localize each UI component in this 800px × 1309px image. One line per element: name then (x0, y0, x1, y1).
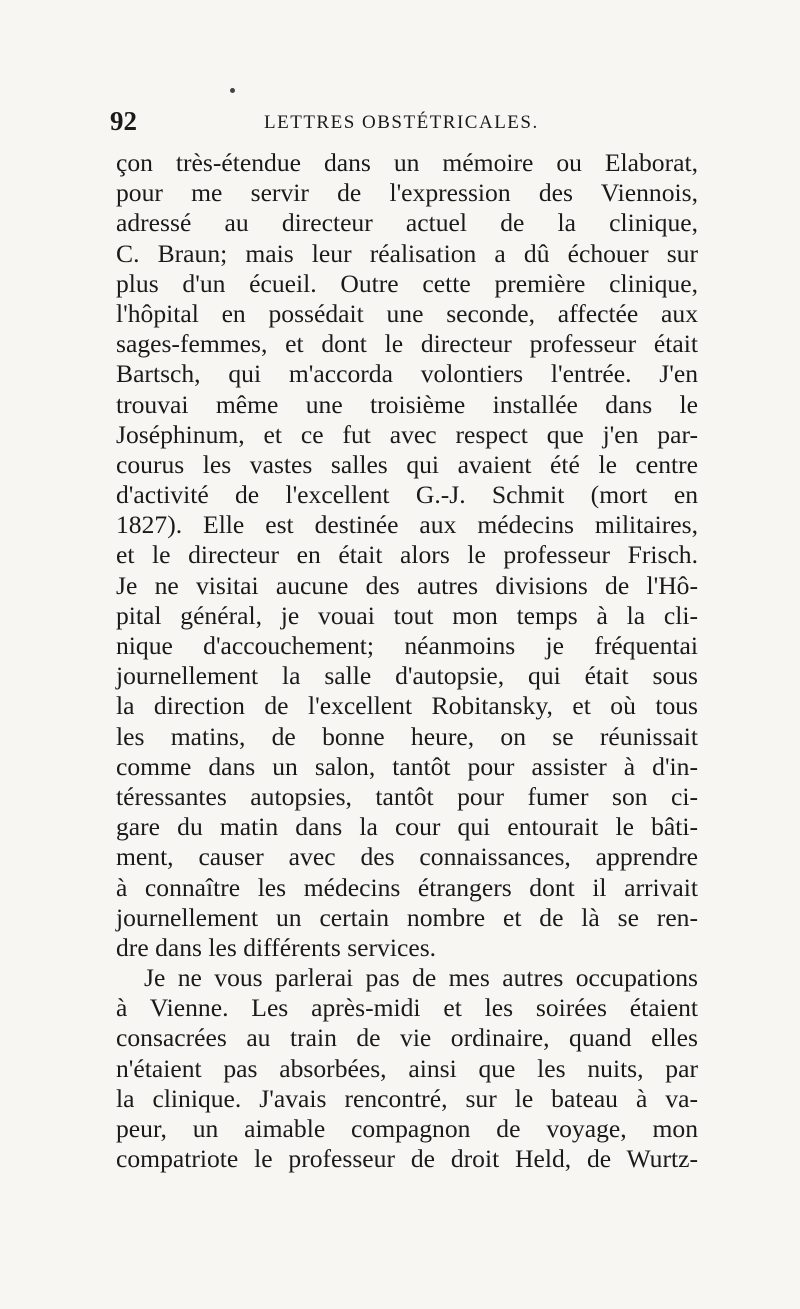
text-line: trouvai même une troisième installée dans le (116, 389, 698, 419)
text-line: l'hôpital en possédait une seconde, affectée aux (116, 298, 698, 328)
ink-speck (230, 88, 235, 93)
text-line: d'activité de l'excellent G.-J. Schmit (mort en (116, 480, 698, 510)
body-text (116, 148, 698, 1174)
text-line: consacrées au train de vie ordinaire, quand elles (116, 1023, 698, 1053)
text-line: et le directeur en était alors le professeur Frisch. (116, 540, 698, 570)
text-line: comme dans un salon, tantôt pour assister à d'in- (116, 751, 698, 781)
text-line: journellement un certain nombre et de là se ren- (116, 902, 698, 932)
text-line: Joséphinum, et ce fut avec respect que j'en par- (116, 419, 698, 449)
text-line: téressantes autopsies, tantôt pour fumer son ci- (116, 781, 698, 811)
text-line: 1827). Elle est destinée aux médecins militaires, (116, 510, 698, 540)
text-line: adressé au directeur actuel de la clinique, (116, 208, 698, 238)
running-title: LETTRES OBSTÉTRICALES. (264, 112, 539, 133)
text-line: la direction de l'excellent Robitansky, et où tous (116, 691, 698, 721)
text-line: journellement la salle d'autopsie, qui était sous (116, 661, 698, 691)
text-line: çon très-étendue dans un mémoire ou Elaborat, (116, 148, 698, 177)
page-header (110, 106, 700, 146)
text-line: gare du matin dans la cour qui entourait le bâti- (116, 812, 698, 842)
text-line: peur, un aimable compagnon de voyage, mon (116, 1114, 698, 1143)
text-line: courus les vastes salles qui avaient été le centre (116, 449, 698, 479)
text-line: ment, causer avec des connaissances, apprendre (116, 842, 698, 872)
text-line: C. Braun; mais leur réalisation a dû échouer sur (116, 238, 698, 268)
text-line: plus d'un écueil. Outre cette première clinique, (116, 268, 698, 298)
text-line: Bartsch, qui m'accorda volontiers l'entrée. J'en (116, 359, 698, 389)
paragraph-first-line: Je ne vous parlerai pas de mes autres occupations (144, 963, 698, 993)
text-line: à Vienne. Les après-midi et les soirées étaient (116, 993, 698, 1023)
page-number: 92 (110, 106, 137, 136)
text-line: la clinique. J'avais rencontré, sur le bateau à va- (116, 1083, 698, 1113)
text-line: Je ne visitai aucune des autres divisions de l'Hô- (116, 570, 698, 600)
text-line: pour me servir de l'expression des Viennois, (116, 178, 698, 208)
text-line: nique d'accouchement; néanmoins je fréquentai (116, 631, 698, 660)
text-line: sages-femmes, et dont le directeur professeur était (116, 329, 698, 359)
text-line: compatriote le professeur de droit Held, de Wurtz- (116, 1144, 698, 1174)
paragraph-last-line: dre dans les différents services. (116, 932, 437, 962)
text-line: n'étaient pas absorbées, ainsi que les nuits, par (116, 1053, 698, 1083)
text-line: pital général, je vouai tout mon temps à la cli- (116, 600, 698, 630)
text-line: à connaître les médecins étrangers dont il arrivait (116, 872, 698, 902)
text-line: les matins, de bonne heure, on se réunissait (116, 721, 698, 751)
